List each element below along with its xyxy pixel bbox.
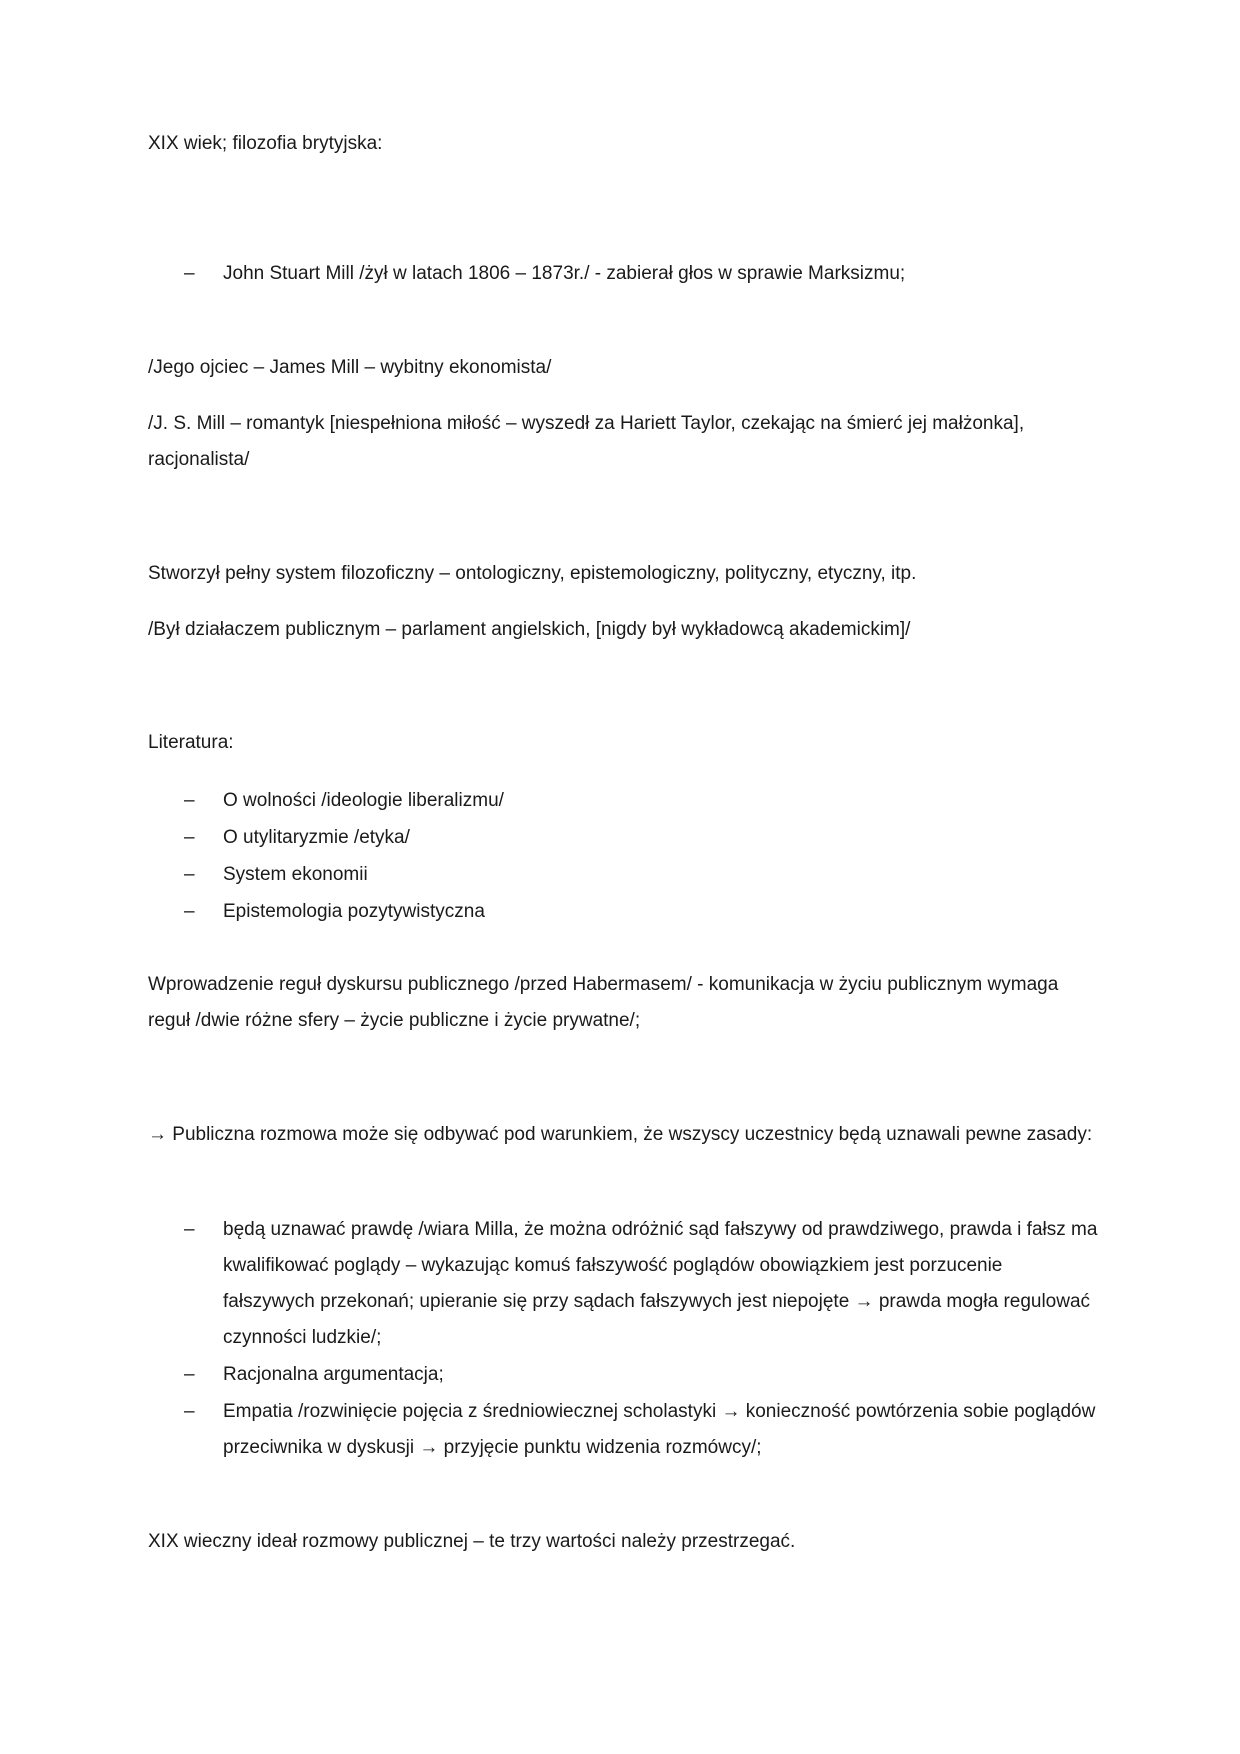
list-item-mill bbox=[148, 256, 1098, 292]
rule-item-text: Racjonalna argumentacja; bbox=[223, 1364, 444, 1385]
rule-item-text: będą uznawać prawdę /wiara Milla, że można odróżnić sąd fałszywy od prawdziwego, prawda i fałsz ma kwalifikować poglądy – wykazując komuś fałszywość poglądów obowiązkiem jest porzucenie fałszywych przekonań; upieranie się przy sądach fałszywych jest niepojęte → prawda mogła regulować czynności ludzkie/; bbox=[223, 1219, 1098, 1348]
ideal-paragraph: XIX wieczny ideał rozmowy publicznej – te trzy wartości należy przestrzegać. bbox=[148, 1531, 796, 1552]
literature-item bbox=[148, 857, 1098, 893]
dash-bullet: – bbox=[184, 263, 195, 284]
literature-item bbox=[148, 820, 1098, 856]
dash-bullet: – bbox=[184, 790, 195, 811]
dash-bullet: – bbox=[184, 1364, 195, 1385]
literature-item-text: System ekonomii bbox=[223, 864, 368, 885]
literature-item bbox=[148, 783, 1098, 819]
system-paragraph: Stworzył pełny system filozoficzny – ontologiczny, epistemologiczny, polityczny, etyczny, itp. bbox=[148, 563, 917, 584]
dash-bullet: – bbox=[184, 901, 195, 922]
conversation-paragraph: → Publiczna rozmowa może się odbywać pod warunkiem, że wszyscy uczestnicy będą uznawali pewne zasady: bbox=[148, 1124, 1093, 1145]
heading: XIX wiek; filozofia brytyjska: bbox=[148, 133, 383, 154]
literature-item-text: Epistemologia pozytywistyczna bbox=[223, 901, 485, 922]
activist-paragraph: /Był działaczem publicznym – parlament angielskich, [nigdy był wykładowcą akademickim]/ bbox=[148, 619, 911, 640]
father-paragraph: /Jego ojciec – James Mill – wybitny ekonomista/ bbox=[148, 357, 552, 378]
list-item-text: John Stuart Mill /żył w latach 1806 – 1873r./ - zabierał głos w sprawie Marksizmu; bbox=[223, 263, 906, 284]
dash-bullet: – bbox=[184, 827, 195, 848]
literature-label: Literatura: bbox=[148, 732, 234, 753]
rule-item-text: Empatia /rozwinięcie pojęcia z średniowiecznej scholastyki → konieczność powtórzenia sobie poglądów przeciwnika w dyskusji → przyjęcie punktu widzenia rozmówcy/; bbox=[223, 1401, 1096, 1458]
literature-item-text: O utylitaryzmie /etyka/ bbox=[223, 827, 410, 848]
rule-item bbox=[148, 1357, 1098, 1393]
discourse-paragraph: Wprowadzenie reguł dyskursu publicznego /przed Habermasem/ - komunikacja w życiu publicznym wymaga reguł /dwie różne sfery – życie publiczne i życie prywatne/; bbox=[148, 974, 1059, 1031]
literature-item-text: O wolności /ideologie liberalizmu/ bbox=[223, 790, 504, 811]
dash-bullet: – bbox=[184, 1401, 195, 1422]
literature-item bbox=[148, 894, 1098, 930]
dash-bullet: – bbox=[184, 1219, 195, 1240]
dash-bullet: – bbox=[184, 864, 195, 885]
romantic-paragraph: /J. S. Mill – romantyk [niespełniona miłość – wyszedł za Hariett Taylor, czekając na śmierć jej małżonka], racjonalista/ bbox=[148, 413, 1025, 470]
rule-item bbox=[148, 1212, 1098, 1356]
rule-item bbox=[148, 1394, 1098, 1466]
